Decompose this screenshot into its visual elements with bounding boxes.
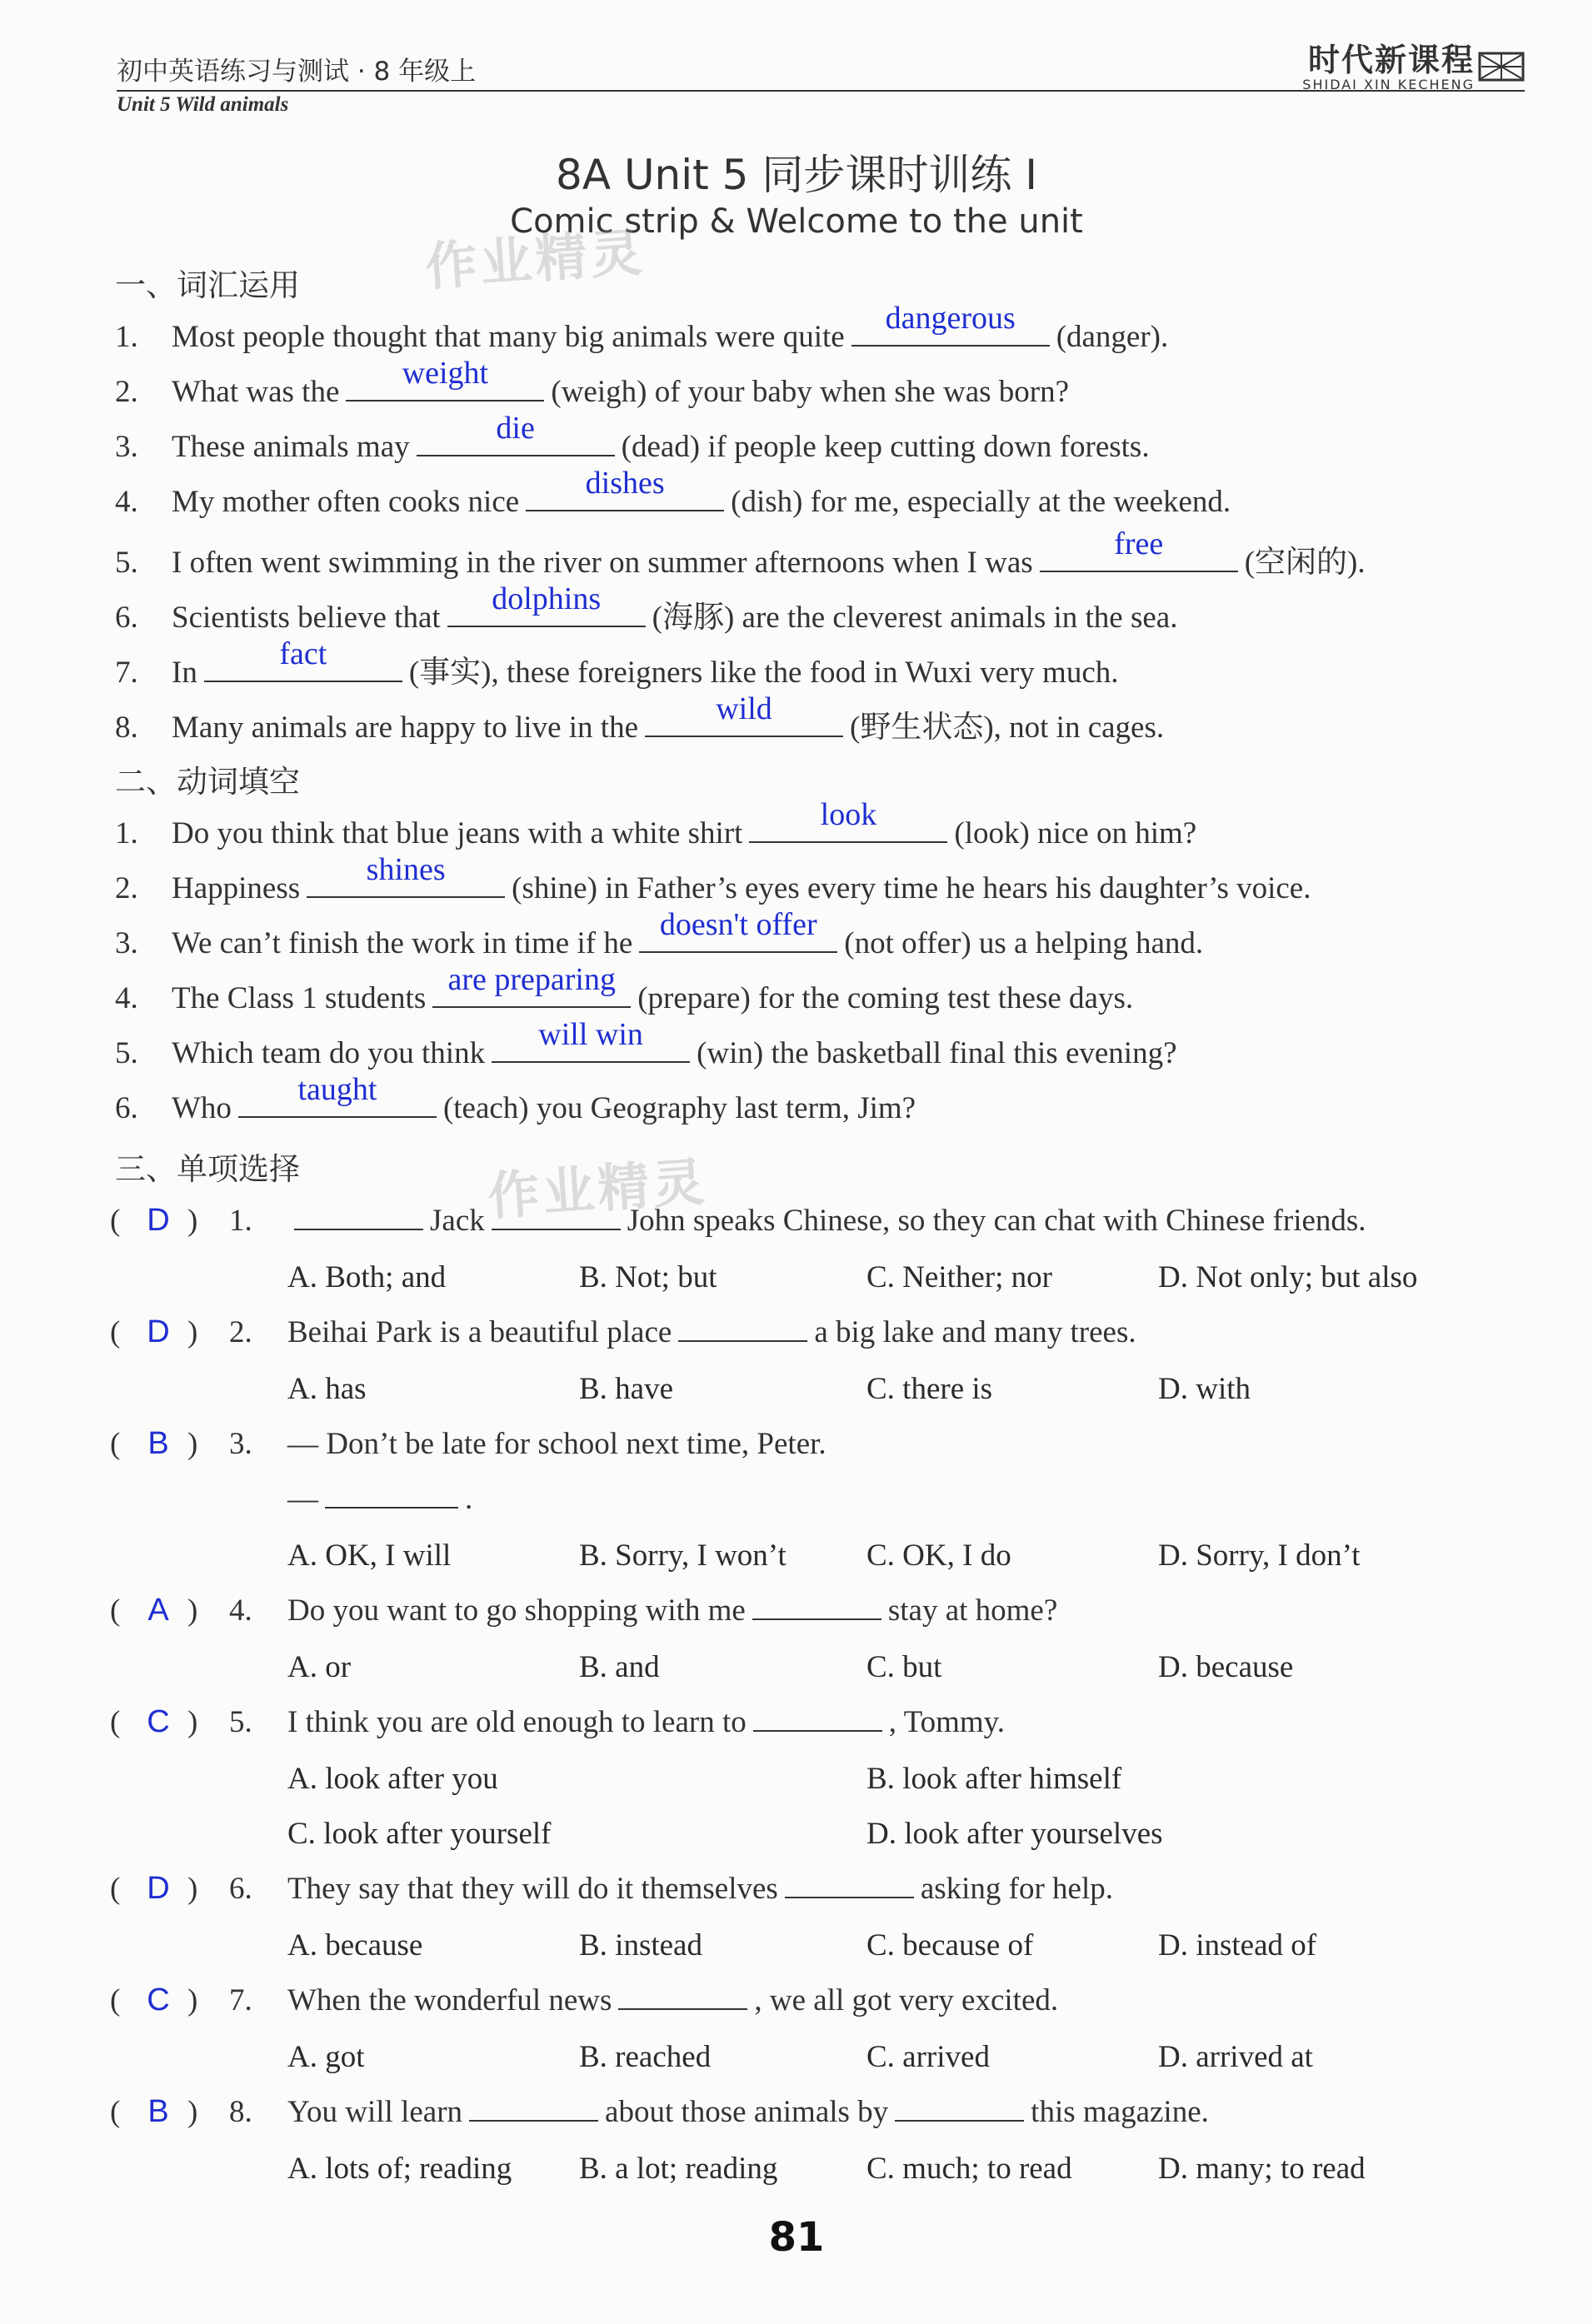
answer-blank[interactable] [526, 466, 724, 511]
question-text-part: this magazine. [1031, 2095, 1209, 2129]
question-text [287, 1314, 1136, 1350]
handwritten-answer: will win [538, 1017, 643, 1052]
answer-paren-close: ) [187, 1983, 198, 2017]
option-c: C. much; to read [866, 2152, 1072, 2186]
answer-blank[interactable] [417, 411, 615, 456]
handwritten-answer: shines [366, 852, 446, 887]
section-title-multiple-choice: 三、单项选择 [115, 1151, 300, 1187]
option-b: B. have [579, 1372, 674, 1406]
question-text-part: about those animals by [605, 2095, 889, 2129]
question-hint: (win) the basketball final this evening? [697, 1036, 1177, 1070]
answer-paren-close: ) [187, 1204, 198, 1238]
question-text: My mother often cooks nice [172, 485, 520, 519]
question-hint: (shine) in Father’s eyes every time he hears his daughter’s voice. [512, 871, 1311, 905]
handwritten-answer: fact [279, 636, 327, 671]
answer-blank[interactable] [204, 636, 402, 682]
vocab-question-4 [115, 466, 1231, 520]
question-hint: (dish) for me, especially at the weekend. [731, 485, 1231, 519]
answer-blank [678, 1315, 807, 1342]
page-subtitle: Comic strip & Welcome to the unit [510, 202, 1083, 241]
answer-paren-close: ) [187, 1427, 198, 1461]
handwritten-answer: free [1114, 526, 1164, 561]
option-a: A. OK, I will [287, 1539, 452, 1573]
option-b: B. Not; but [579, 1260, 717, 1294]
verb-question-5 [115, 1017, 1177, 1071]
question-number: 7. [115, 656, 138, 690]
answer-blank[interactable] [645, 691, 843, 737]
handwritten-choice[interactable]: A [147, 1593, 169, 1628]
question-hint: (海豚) are the cleverest animals in the sea. [652, 601, 1178, 635]
verb-question-1 [115, 797, 1197, 851]
answer-paren-open: ( [110, 1593, 121, 1628]
question-text: In [172, 656, 197, 690]
option-b: B. look after himself [866, 1762, 1122, 1796]
vocab-question-1 [115, 301, 1169, 355]
handwritten-answer: taught [297, 1072, 377, 1107]
question-number: 6. [229, 1872, 252, 1906]
answer-blank [469, 2095, 598, 2122]
option-c: C. Neither; nor [866, 1260, 1052, 1294]
question-hint: (teach) you Geography last term, Jim? [442, 1091, 916, 1125]
question-text-part: John speaks Chinese, so they can chat with Chinese friends. [627, 1204, 1366, 1238]
period: . [465, 1482, 473, 1516]
vocab-question-7 [115, 636, 1119, 691]
mc-question-1 [0, 1203, 1593, 1253]
answer-paren-close: ) [187, 1315, 198, 1349]
vocab-question-6 [115, 581, 1178, 636]
question-text: Which team do you think [172, 1036, 486, 1070]
question-text-part: I think you are old enough to learn to [287, 1705, 747, 1739]
option-b: B. reached [579, 2040, 712, 2074]
option-d: D. arrived at [1158, 2040, 1313, 2074]
vocab-question-2 [115, 356, 1070, 410]
option-d: D. look after yourselves [866, 1817, 1163, 1851]
question-number: 5. [115, 546, 138, 580]
handwritten-choice[interactable]: C [147, 1982, 170, 2017]
option-a: A. has [287, 1372, 367, 1406]
answer-paren-open: ( [110, 1983, 121, 2017]
question-number: 3. [115, 430, 138, 464]
question-number: 4. [115, 485, 138, 519]
option-d: D. because [1158, 1650, 1294, 1684]
answer-paren-open: ( [110, 1705, 121, 1739]
handwritten-answer: are preparing [447, 962, 616, 997]
question-text: Most people thought that many big animals were quite [172, 320, 845, 354]
dash: — [287, 1482, 318, 1516]
option-c: C. look after yourself [287, 1817, 552, 1851]
section-title-verb-fill: 二、动词填空 [115, 764, 300, 800]
option-b: B. Sorry, I won’t [579, 1539, 787, 1573]
answer-blank[interactable] [1040, 526, 1238, 572]
question-number: 3. [229, 1427, 252, 1461]
mc-question-7 [0, 1982, 1593, 2032]
question-text-part: asking for help. [920, 1872, 1114, 1906]
question-text [287, 1203, 1366, 1239]
watermark: 作业精灵 [423, 221, 647, 298]
option-c: C. because of [866, 1928, 1034, 1962]
handwritten-answer: look [820, 797, 877, 832]
handwritten-choice[interactable]: B [147, 2094, 169, 2129]
question-hint: (prepare) for the coming test these days. [637, 981, 1134, 1015]
question-text: I often went swimming in the river on summer afternoons when I was [172, 546, 1033, 580]
option-c: C. but [866, 1650, 942, 1684]
question-text: These animals may [172, 430, 410, 464]
option-d: D. with [1158, 1372, 1251, 1406]
handwritten-answer: doesn't offer [659, 907, 817, 942]
answer-blank [325, 1482, 458, 1509]
question-number: 6. [115, 601, 138, 635]
question-text-part: , we all got very excited. [754, 1983, 1059, 2017]
option-b: B. instead [579, 1928, 702, 1962]
question-text-part: Do you want to go shopping with me [287, 1593, 746, 1628]
handwritten-answer: dishes [585, 466, 665, 501]
answer-paren-open: ( [110, 1872, 121, 1906]
question-hint: (look) nice on him? [954, 816, 1197, 850]
question-text-part: When the wonderful news [287, 1983, 612, 2017]
question-text: The Class 1 students [172, 981, 427, 1015]
question-number: 8. [229, 2095, 252, 2129]
question-hint: (weigh) of your baby when she was born? [551, 375, 1070, 409]
question-text: Do you think that blue jeans with a white shirt [172, 816, 743, 850]
handwritten-answer: die [496, 411, 535, 446]
option-c: C. there is [866, 1372, 993, 1406]
question-number: 4. [115, 981, 138, 1015]
answer-blank[interactable] [346, 356, 544, 401]
mc-question-5 [0, 1704, 1593, 1754]
handwritten-choice[interactable]: C [147, 1704, 170, 1739]
vocab-question-5 [115, 526, 1366, 581]
question-text: Happiness [172, 871, 301, 905]
question-text [287, 1982, 1058, 2018]
question-number: 5. [229, 1705, 252, 1739]
answer-blank[interactable] [851, 301, 1050, 347]
answer-blank [294, 1204, 423, 1230]
question-text-part: , Tommy. [888, 1705, 1006, 1739]
verb-question-2 [115, 852, 1311, 906]
question-text: Many animals are happy to live in the [172, 711, 638, 745]
answer-blank [785, 1872, 914, 1898]
question-text [287, 1704, 1005, 1740]
question-text-part: Beihai Park is a beautiful place [287, 1315, 672, 1349]
answer-paren-open: ( [110, 1427, 121, 1461]
option-d: D. instead of [1158, 1928, 1317, 1962]
handwritten-answer: dangerous [885, 301, 1016, 336]
question-text: We can’t finish the work in time if he [172, 926, 633, 960]
answer-blank [492, 1204, 621, 1230]
mc-question-3 [0, 1426, 1593, 1476]
question-text [287, 2094, 1209, 2130]
section-title-vocabulary: 一、词汇运用 [115, 267, 300, 303]
answer-blank[interactable] [238, 1072, 437, 1118]
question-number: 7. [229, 1983, 252, 2017]
question-text [287, 1871, 1113, 1907]
question-number: 6. [115, 1091, 138, 1125]
question-text-part: stay at home? [887, 1593, 1058, 1628]
answer-blank [895, 2095, 1024, 2122]
handwritten-choice[interactable]: D [147, 1314, 170, 1349]
question-text: What was the [172, 375, 340, 409]
question-text-part: They say that they will do it themselves [287, 1872, 778, 1906]
option-c: C. OK, I do [866, 1539, 1011, 1573]
mc-question-8 [0, 2094, 1593, 2144]
answer-blank[interactable] [307, 852, 505, 898]
question-text: Scientists believe that [172, 601, 441, 635]
mc-question-2 [0, 1314, 1593, 1364]
brand-name: 时代新课程 [1307, 42, 1475, 78]
question-number: 2. [229, 1315, 252, 1349]
option-a: A. because [287, 1928, 423, 1962]
option-a: A. or [287, 1650, 352, 1684]
answer-paren-close: ) [187, 1705, 198, 1739]
question-text-part: a big lake and many trees. [814, 1315, 1136, 1349]
question-hint: (空闲的). [1244, 546, 1366, 580]
option-a: A. look after you [287, 1762, 498, 1796]
option-c: C. arrived [866, 2040, 990, 2074]
question-hint: (not offer) us a helping hand. [844, 926, 1204, 960]
answer-paren-close: ) [187, 2095, 198, 2129]
answer-paren-open: ( [110, 1315, 121, 1349]
answer-blank[interactable] [432, 962, 631, 1008]
question-text: — Don’t be late for school next time, Peter. [287, 1427, 826, 1461]
question-number: 8. [115, 711, 138, 745]
question-hint: (dead) if people keep cutting down forests. [621, 430, 1150, 464]
answer-blank[interactable] [639, 907, 837, 953]
verb-question-3 [115, 907, 1204, 961]
unit-label: Unit 5 Wild animals [117, 93, 289, 116]
option-b: B. a lot; reading [579, 2152, 778, 2186]
question-number: 4. [229, 1593, 252, 1628]
vocab-question-8 [115, 691, 1165, 746]
mc-question-6 [0, 1871, 1593, 1921]
answer-blank [753, 1705, 882, 1732]
option-d: D. Not only; but also [1158, 1260, 1418, 1294]
page-header [117, 42, 1525, 116]
answer-blank[interactable] [749, 797, 947, 843]
option-d: D. many; to read [1158, 2152, 1366, 2186]
option-b: B. and [579, 1650, 660, 1684]
answer-paren-close: ) [187, 1593, 198, 1628]
vocab-question-3 [115, 411, 1150, 465]
question-number: 2. [115, 375, 138, 409]
option-a: A. Both; and [287, 1260, 447, 1294]
question-text-part: Jack [430, 1204, 485, 1238]
page-number: 81 [768, 2214, 825, 2261]
option-a: A. lots of; reading [287, 2152, 512, 2186]
question-text-part: You will learn [287, 2095, 463, 2129]
question-hint: (事实), these foreigners like the food in Wuxi very much. [408, 656, 1119, 690]
option-a: A. got [287, 2040, 365, 2074]
answer-blank [618, 1983, 747, 2010]
brand-logo [1250, 43, 1525, 92]
answer-paren-close: ) [187, 1872, 198, 1906]
answer-paren-open: ( [110, 2095, 121, 2129]
question-text: Who [172, 1091, 232, 1125]
question-text [287, 1593, 1057, 1628]
book-title: 初中英语练习与测试 · 8 年级上 [117, 57, 477, 87]
verb-question-4 [115, 962, 1134, 1016]
page-title: 8A Unit 5 同步课时训练 I [556, 151, 1037, 199]
brand-pinyin: SHIDAI XIN KECHENG [1302, 77, 1475, 92]
verb-question-6 [115, 1072, 916, 1126]
question-number: 3. [115, 926, 138, 960]
question-number: 5. [115, 1036, 138, 1070]
answer-paren-open: ( [110, 1204, 121, 1238]
handwritten-choice[interactable]: D [147, 1871, 170, 1906]
handwritten-answer: dolphins [492, 581, 602, 616]
question-number: 1. [115, 816, 138, 850]
handwritten-answer: wild [716, 691, 772, 726]
handwritten-choice[interactable]: D [147, 1203, 170, 1238]
mc-question-3-response [287, 1481, 472, 1517]
watermark: 作业精灵 [486, 1150, 710, 1228]
question-number: 2. [115, 871, 138, 905]
answer-blank[interactable] [447, 581, 646, 627]
handwritten-choice[interactable]: B [147, 1426, 169, 1461]
question-number: 1. [115, 320, 138, 354]
answer-blank [752, 1593, 881, 1620]
question-hint: (野生状态), not in cages. [850, 711, 1165, 745]
answer-blank[interactable] [492, 1017, 690, 1063]
brand-mark-icon [1478, 50, 1525, 83]
question-hint: (danger). [1056, 320, 1169, 354]
mc-question-4 [0, 1593, 1593, 1643]
question-number: 1. [229, 1204, 252, 1238]
option-d: D. Sorry, I don’t [1158, 1539, 1361, 1573]
handwritten-answer: weight [402, 356, 489, 391]
